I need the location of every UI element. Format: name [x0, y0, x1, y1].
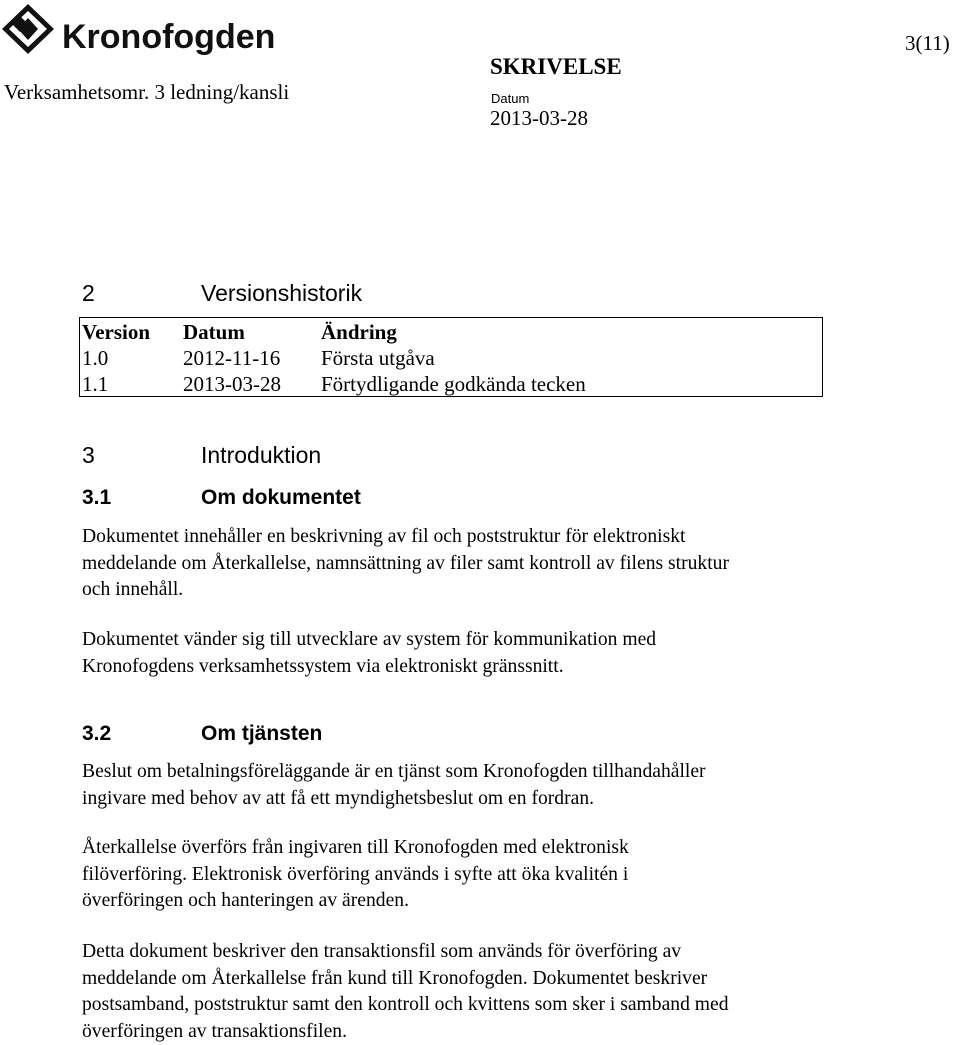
- logo-wordmark: Kronofogden: [62, 18, 276, 56]
- table-cell: Första utgåva: [321, 346, 435, 370]
- document-type: SKRIVELSE: [490, 54, 622, 79]
- table-cell: 1.1: [82, 372, 109, 396]
- table-cell: 1.0: [82, 346, 109, 370]
- paragraph: Dokumentet vänder sig till utvecklare av system för kommunikation med Kronofogdens verksamhetssystem via elektroniskt gränssnitt.: [82, 629, 657, 677]
- subsection-number: 3.2: [82, 722, 112, 745]
- column-header: Ändring: [321, 320, 397, 344]
- kronofogden-logo-icon: [0, 2, 276, 56]
- table-row: [80, 346, 822, 372]
- paragraph: Återkallelse överförs från ingivaren till Kronofogden med elektronisk filöverföring. Elektronisk överföring används i syfte att öka kvalitén i överföringen och hanteringen av ärenden.: [82, 837, 629, 911]
- paragraph: Dokumentet innehåller en beskrivning av fil och poststruktur för elektroniskt meddelande om Återkallelse, namnsättning av filer samt kontroll av filens struktur och innehåll.: [82, 526, 729, 600]
- table-cell: 2013-03-28: [183, 372, 281, 396]
- section-title: Introduktion: [201, 442, 322, 468]
- section-number: 3: [82, 442, 95, 468]
- section-number: 2: [82, 280, 95, 306]
- column-header: Version: [82, 320, 151, 344]
- date-value: 2013-03-28: [490, 106, 588, 130]
- kronofogden-logo: [0, 2, 276, 56]
- table-row: [80, 372, 822, 398]
- table-cell: Förtydligande godkända tecken: [321, 372, 586, 396]
- column-header: Datum: [183, 320, 245, 344]
- date-label: Datum: [491, 91, 530, 106]
- table-header-row: [80, 320, 822, 346]
- table-cell: 2012-11-16: [183, 346, 281, 370]
- version-history-table: [79, 317, 823, 397]
- paragraph: Detta dokument beskriver den transaktionsfil som används för överföring av meddelande om Återkallelse från kund till Kronofogden. Dokumentet beskriver postsamband, poststruktur samt den kontroll och kvittens som sker i samband med överföringen av transaktionsfilen.: [82, 941, 729, 1042]
- subsection-number: 3.1: [82, 486, 112, 509]
- org-unit: Verksamhetsomr. 3 ledning/kansli: [4, 80, 290, 104]
- paragraph: Beslut om betalningsföreläggande är en tjänst som Kronofogden tillhandahåller ingivare med behov av att få ett myndighetsbeslut om en fordran.: [82, 761, 706, 809]
- page-number: 3(11): [905, 31, 950, 55]
- subsection-title: Om dokumentet: [201, 486, 361, 509]
- subsection-title: Om tjänsten: [201, 722, 323, 745]
- section-title: Versionshistorik: [201, 280, 363, 306]
